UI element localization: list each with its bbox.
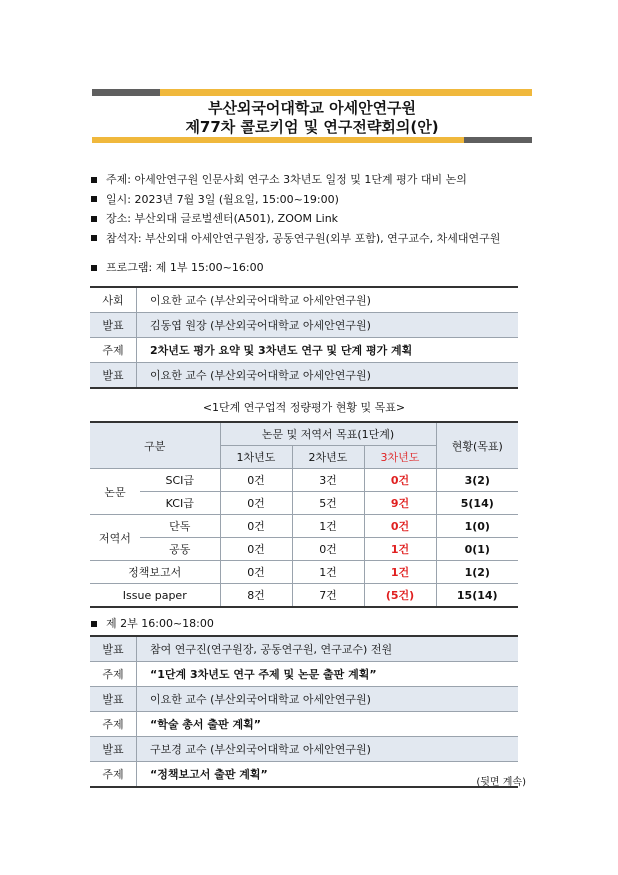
table-row: 발표 이요한 교수 (부산외국어대학교 아세안연구원) [90, 363, 518, 389]
header-bar-gray [92, 89, 160, 96]
footer-bar-gold [92, 137, 464, 143]
stats-caption: <1단계 연구업적 정량평가 현황 및 목표> [202, 401, 406, 414]
table-row: 공동 0건 0건 1건 0(1) [90, 538, 518, 561]
page-title-line1: 부산외국어대학교 아세안연구원 [207, 99, 417, 117]
bullet-attendees: 참석자: 부산외대 아세안연구원장, 공동연구원(외부 포함), 연구교수, 차세대연구원 [90, 229, 540, 249]
table-header-row: 구분 논문 및 저역서 목표(1단계) 현황(목표) [90, 422, 518, 446]
square-bullet-icon [91, 235, 97, 241]
table-row: KCI급 0건 5건 9건 5(14) [90, 492, 518, 515]
program-part2-table [90, 635, 518, 788]
table-row: 발표 이요한 교수 (부산외국어대학교 아세안연구원) [90, 687, 518, 712]
bullet-datetime: 일시: 2023년 7월 3일 (월요일, 15:00~19:00) [90, 190, 540, 210]
continued-note: (뒷면 계속) [476, 777, 526, 788]
program-part2-heading: 제 2부 16:00~18:00 [90, 616, 214, 632]
table-row: Issue paper 8건 7건 (5건) 15(14) [90, 584, 518, 608]
table-row: 발표 참여 연구진(연구원장, 공동연구원, 연구교수) 전원 [90, 636, 518, 662]
header-bar-gold [160, 89, 532, 96]
table-row: 정책보고서 0건 1건 1건 1(2) [90, 561, 518, 584]
meeting-info [90, 170, 540, 248]
square-bullet-icon [91, 621, 97, 627]
bullet-venue: 장소: 부산외대 글로벌센터(A501), ZOOM Link [90, 209, 540, 229]
square-bullet-icon [91, 177, 97, 183]
table-row: 주제 “정책보고서 출판 계획” [90, 762, 518, 788]
table-row: 주제 2차년도 평가 요약 및 3차년도 연구 및 단계 평가 계획 [90, 338, 518, 363]
table-row: 발표 구보경 교수 (부산외국어대학교 아세안연구원) [90, 737, 518, 762]
page-title-line2: 제77차 콜로키엄 및 연구전략회의(안) [185, 118, 439, 136]
program-part1-table [90, 286, 518, 389]
bullet-topic: 주제: 아세안연구원 인문사회 연구소 3차년도 일정 및 1단계 평가 대비 논의 [90, 170, 540, 190]
square-bullet-icon [91, 265, 97, 271]
research-stats-table [90, 421, 518, 608]
square-bullet-icon [91, 216, 97, 222]
table-row: 발표 김동엽 원장 (부산외국어대학교 아세안연구원) [90, 313, 518, 338]
square-bullet-icon [91, 196, 97, 202]
table-row: 사회 이요한 교수 (부산외국어대학교 아세안연구원) [90, 287, 518, 313]
table-header-row: 1차년도 2차년도 3차년도 [90, 446, 518, 469]
footer-bar-gray [464, 137, 532, 143]
table-row: 논문 SCI급 0건 3건 0건 3(2) [90, 469, 518, 492]
table-row: 주제 “1단계 3차년도 연구 주제 및 논문 출판 계획” [90, 662, 518, 687]
table-row: 저역서 단독 0건 1건 0건 1(0) [90, 515, 518, 538]
program-part1-heading: 프로그램: 제 1부 15:00~16:00 [90, 260, 264, 276]
table-row: 주제 “학술 총서 출판 계획” [90, 712, 518, 737]
